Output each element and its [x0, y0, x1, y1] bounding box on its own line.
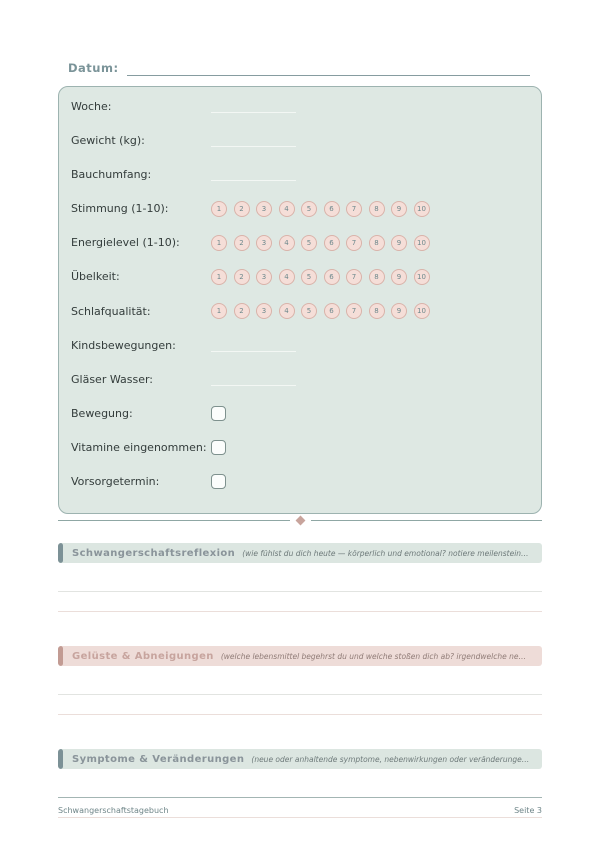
- rating-scale: [211, 303, 430, 319]
- scale-option-2[interactable]: 2: [234, 201, 250, 217]
- writing-line[interactable]: [58, 769, 542, 798]
- checkbox[interactable]: [211, 474, 226, 489]
- section-title: Schwangerschaftsreflexion: [72, 547, 236, 559]
- writing-line[interactable]: [58, 592, 542, 612]
- scale-option-2[interactable]: 2: [234, 269, 250, 285]
- scale-option-1[interactable]: 1: [211, 269, 227, 285]
- page-footer: [58, 797, 542, 815]
- scale-option-3[interactable]: 3: [256, 303, 272, 319]
- tracker-row-checkbox: [59, 402, 541, 426]
- field-label: Energielevel (1-10):: [71, 236, 180, 250]
- scale-option-3[interactable]: 3: [256, 201, 272, 217]
- field-label: Gewicht (kg):: [71, 133, 145, 147]
- date-label: Datum:: [68, 61, 119, 75]
- scale-option-10[interactable]: 10: [414, 269, 430, 285]
- rating-scale: [211, 201, 430, 217]
- field-label: Bewegung:: [71, 407, 133, 421]
- section-accent-bar: [58, 543, 63, 563]
- field-label: Schlafqualität:: [71, 304, 151, 318]
- footer-title: Schwangerschaftstagebuch: [58, 806, 169, 815]
- tracker-row-text: [59, 367, 541, 391]
- scale-option-5[interactable]: 5: [301, 201, 317, 217]
- scale-option-7[interactable]: 7: [346, 235, 362, 251]
- tracker-row-text: [59, 333, 541, 357]
- divider-line-left: [58, 520, 290, 521]
- text-input[interactable]: [211, 372, 296, 386]
- scale-option-9[interactable]: 9: [391, 201, 407, 217]
- field-label: Woche:: [71, 99, 112, 113]
- tracker-row-text: [59, 128, 541, 152]
- scale-option-8[interactable]: 8: [369, 269, 385, 285]
- date-row: [68, 60, 530, 76]
- field-label: Übelkeit:: [71, 270, 120, 284]
- scale-option-4[interactable]: 4: [279, 269, 295, 285]
- date-input[interactable]: [127, 60, 530, 76]
- scale-option-9[interactable]: 9: [391, 269, 407, 285]
- scale-option-5[interactable]: 5: [301, 303, 317, 319]
- text-input[interactable]: [211, 338, 296, 352]
- scale-option-1[interactable]: 1: [211, 201, 227, 217]
- tracker-row-scale: [59, 299, 541, 323]
- daily-tracker-panel: [58, 86, 542, 514]
- field-label: Gläser Wasser:: [71, 372, 154, 386]
- tracker-row-text: [59, 162, 541, 186]
- field-label: Vorsorgetermin:: [71, 475, 160, 489]
- scale-option-4[interactable]: 4: [279, 201, 295, 217]
- writing-line[interactable]: [58, 695, 542, 715]
- journal-section: [58, 646, 542, 715]
- text-input[interactable]: [211, 99, 296, 113]
- checkbox[interactable]: [211, 440, 226, 455]
- section-header: [58, 749, 542, 769]
- tracker-row-checkbox: [59, 470, 541, 494]
- scale-option-6[interactable]: 6: [324, 269, 340, 285]
- section-accent-bar: [58, 646, 63, 666]
- scale-option-10[interactable]: 10: [414, 303, 430, 319]
- scale-option-6[interactable]: 6: [324, 235, 340, 251]
- scale-option-6[interactable]: 6: [324, 201, 340, 217]
- scale-option-9[interactable]: 9: [391, 303, 407, 319]
- footer-page-number: Seite 3: [514, 806, 542, 815]
- tracker-row-scale: [59, 197, 541, 221]
- field-label: Stimmung (1-10):: [71, 202, 169, 216]
- scale-option-6[interactable]: 6: [324, 303, 340, 319]
- rating-scale: [211, 235, 430, 251]
- scale-option-4[interactable]: 4: [279, 303, 295, 319]
- section-hint: (welche lebensmittel begehrst du und welche stoßen dich ab? irgendwelche ne…: [220, 651, 526, 661]
- writing-line[interactable]: [58, 563, 542, 592]
- scale-option-8[interactable]: 8: [369, 303, 385, 319]
- text-input[interactable]: [211, 167, 296, 181]
- scale-option-1[interactable]: 1: [211, 303, 227, 319]
- scale-option-5[interactable]: 5: [301, 235, 317, 251]
- scale-option-2[interactable]: 2: [234, 235, 250, 251]
- section-hint: (wie fühlst du dich heute — körperlich und emotional? notiere meilenstein…: [242, 548, 529, 558]
- scale-option-2[interactable]: 2: [234, 303, 250, 319]
- scale-option-3[interactable]: 3: [256, 235, 272, 251]
- tracker-row-scale: [59, 265, 541, 289]
- section-accent-bar: [58, 749, 63, 769]
- scale-option-7[interactable]: 7: [346, 269, 362, 285]
- field-label: Bauchumfang:: [71, 167, 152, 181]
- scale-option-5[interactable]: 5: [301, 269, 317, 285]
- scale-option-4[interactable]: 4: [279, 235, 295, 251]
- field-label: Kindsbewegungen:: [71, 338, 176, 352]
- diamond-icon: [295, 515, 305, 525]
- section-title: Symptome & Veränderungen: [72, 753, 245, 765]
- field-label: Vitamine eingenommen:: [71, 441, 207, 455]
- section-divider: [58, 514, 542, 526]
- section-title: Gelüste & Abneigungen: [72, 650, 214, 662]
- journal-section: [58, 543, 542, 612]
- rating-scale: [211, 269, 430, 285]
- scale-option-10[interactable]: 10: [414, 201, 430, 217]
- tracker-row-text: [59, 94, 541, 118]
- section-header: [58, 646, 542, 666]
- writing-line[interactable]: [58, 666, 542, 695]
- scale-option-8[interactable]: 8: [369, 201, 385, 217]
- scale-option-3[interactable]: 3: [256, 269, 272, 285]
- tracker-row-checkbox: [59, 436, 541, 460]
- scale-option-8[interactable]: 8: [369, 235, 385, 251]
- section-header: [58, 543, 542, 563]
- section-hint: (neue oder anhaltende symptome, nebenwirkungen oder veränderunge…: [251, 754, 530, 764]
- scale-option-7[interactable]: 7: [346, 201, 362, 217]
- checkbox[interactable]: [211, 406, 226, 421]
- text-input[interactable]: [211, 133, 296, 147]
- divider-line-right: [311, 520, 543, 521]
- scale-option-9[interactable]: 9: [391, 235, 407, 251]
- tracker-row-scale: [59, 231, 541, 255]
- scale-option-7[interactable]: 7: [346, 303, 362, 319]
- scale-option-10[interactable]: 10: [414, 235, 430, 251]
- scale-option-1[interactable]: 1: [211, 235, 227, 251]
